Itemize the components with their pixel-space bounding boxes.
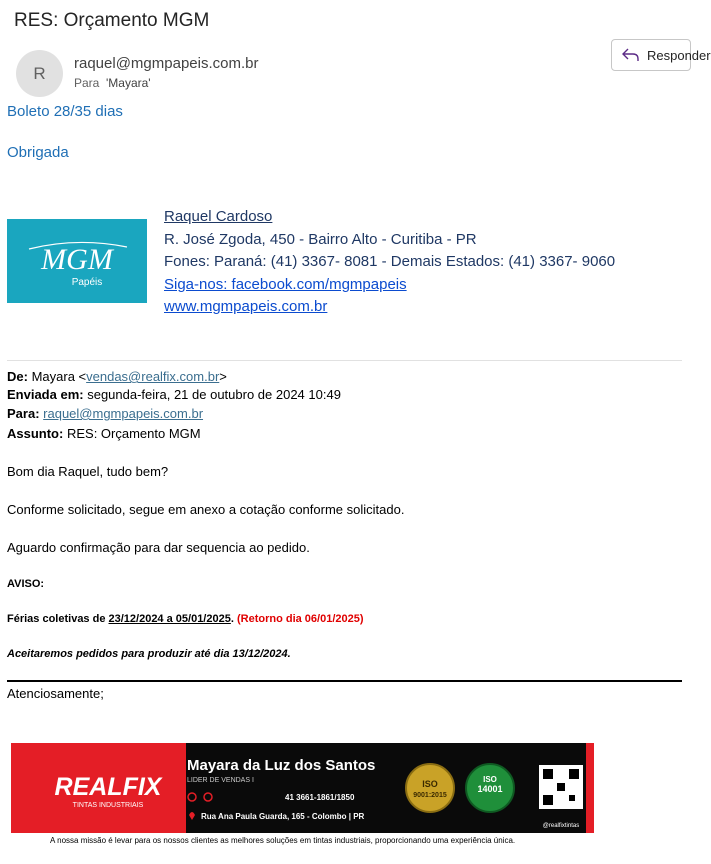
- to-recipient[interactable]: 'Mayara': [106, 76, 151, 90]
- quoted-paragraph-1: Conforme solicitado, segue em anexo a cotação conforme solicitado.: [7, 502, 405, 517]
- instagram-icon: [188, 793, 196, 801]
- quoted-sent: Enviada em: segunda-feira, 21 de outubro de 2024 10:49: [7, 387, 341, 402]
- realfix-brand: REALFIX: [54, 773, 162, 801]
- location-pin-icon: [189, 812, 195, 820]
- realfix-brand-sub: TINTAS INDUSTRIAIS: [72, 802, 144, 809]
- quote-separator: [7, 680, 682, 682]
- whatsapp-icon: [204, 793, 212, 801]
- reply-label: Responder: [647, 47, 711, 63]
- vacation-notice: Férias coletivas de 23/12/2024 a 05/01/2025. (Retorno dia 06/01/2025): [7, 613, 364, 625]
- svg-text:ISO: ISO: [422, 779, 438, 789]
- banner-phone: 41 3661-1861/1850: [285, 793, 355, 802]
- realfix-logo-area: [11, 743, 186, 833]
- quoted-subject: Assunto: RES: Orçamento MGM: [7, 426, 201, 441]
- orders-note: Aceitaremos pedidos para produzir até dia 13/12/2024.: [7, 648, 291, 660]
- signature-social-link[interactable]: Siga-nos: facebook.com/mgmpapeis: [164, 276, 407, 293]
- body-line-1: Boleto 28/35 dias: [7, 103, 123, 120]
- quoted-greeting: Bom dia Raquel, tudo bem?: [7, 464, 169, 479]
- email-subject: RES: Orçamento MGM: [14, 10, 210, 31]
- mission-statement: A nossa missão é levar para os nossos clientes as melhores soluções em tintas industriais, proporcionando uma experiência única.: [50, 836, 516, 845]
- banner-role: LIDER DE VENDAS I: [187, 777, 254, 784]
- signature-address: R. José Zgoda, 450 - Bairro Alto - Curitiba - PR: [164, 231, 477, 248]
- quoted-from-email-link[interactable]: vendas@realfix.com.br: [86, 369, 220, 384]
- social-handle: @realfixtintas: [542, 823, 580, 829]
- closing-text: Atenciosamente;: [7, 686, 104, 701]
- realfix-signature-banner: [11, 743, 594, 833]
- signature-website-link[interactable]: www.mgmpapeis.com.br: [164, 298, 328, 315]
- quoted-from: De: Mayara <vendas@realfix.com.br>: [7, 369, 227, 384]
- svg-text:9001:2015: 9001:2015: [413, 792, 447, 799]
- quoted-to: Para: raquel@mgmpapeis.com.br: [7, 406, 204, 421]
- body-line-2: Obrigada: [7, 144, 69, 161]
- sender-avatar[interactable]: R: [16, 50, 63, 97]
- mgm-logo-subtext: Papéis: [71, 277, 103, 288]
- banner-address: Rua Ana Paula Guarda, 165 - Colombo | PR: [201, 812, 365, 821]
- mgm-logo: [7, 219, 147, 303]
- mgm-logo-text: MGM: [41, 243, 113, 276]
- signature-name[interactable]: Raquel Cardoso: [164, 208, 273, 225]
- svg-text:14001: 14001: [477, 784, 503, 794]
- to-label: Para: [74, 76, 100, 90]
- svg-text:ISO: ISO: [483, 775, 497, 784]
- quoted-to-email-link[interactable]: raquel@mgmpapeis.com.br: [43, 406, 204, 421]
- signature-phones: Fones: Paraná: (41) 3367- 8081 - Demais Estados: (41) 3367- 9060: [164, 253, 616, 270]
- quoted-paragraph-2: Aguardo confirmação para dar sequencia ao pedido.: [7, 540, 310, 555]
- banner-red-strip: [586, 743, 594, 833]
- sender-email[interactable]: raquel@mgmpapeis.com.br: [74, 55, 259, 72]
- notice-title: AVISO:: [7, 578, 45, 590]
- banner-person-name: Mayara da Luz dos Santos: [187, 757, 376, 774]
- reply-button[interactable]: [611, 39, 711, 71]
- divider: [7, 360, 682, 361]
- reply-icon: [622, 48, 639, 62]
